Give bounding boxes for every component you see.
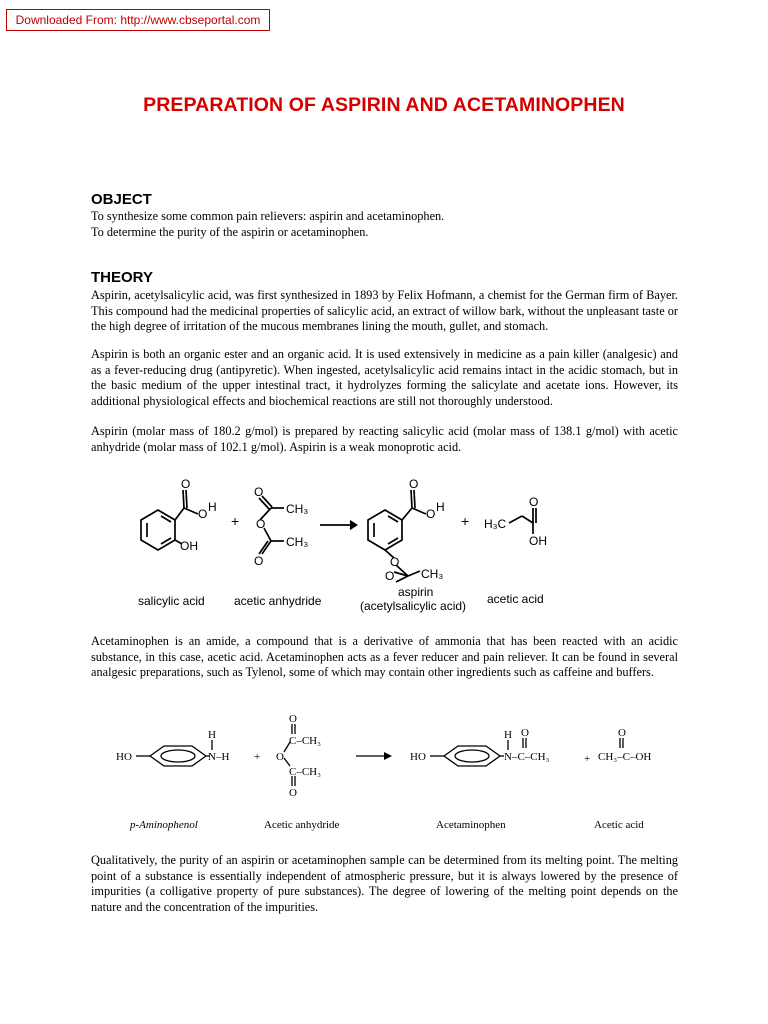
acetic-acid-label: acetic acid	[487, 592, 544, 606]
atom-label: O	[289, 787, 297, 799]
atom-label: H₃C	[484, 517, 507, 531]
atom-label: O	[426, 507, 436, 521]
theory-paragraph-2: Aspirin is both an organic ester and an organic acid. It is used extensively in medicine as a pain killer (analgesic) and as a fever-reducing drug (antipyretic). When ingested, acetylsalicylic acid remains intact in the acidic stomach, but in the basic medium of the upper intestinal tract, it hydrolyzes forming the salicylate and acetate ions. However, its additional physiological effects and biochemical reactions are still not thoroughly understood.	[91, 347, 678, 408]
atom-label: CH₃	[286, 535, 309, 549]
atom-label: HO	[410, 751, 426, 763]
atom-label: CH₃–C–OH	[598, 751, 652, 763]
atom-label: H	[436, 500, 445, 514]
p-aminophenol-label: p-Aminophenol	[130, 819, 198, 831]
plus-sign: +	[231, 513, 240, 529]
atom-label: C–CH₃	[289, 766, 321, 778]
acetic-acid-label: Acetic acid	[594, 819, 644, 831]
object-line: To determine the purity of the aspirin or acetaminophen.	[91, 224, 369, 239]
atom-label: O	[181, 477, 191, 491]
atom-label: O	[529, 495, 539, 509]
atom-label: HO	[116, 751, 132, 763]
atom-label: O	[276, 751, 284, 763]
theory-paragraph-3: Aspirin (molar mass of 180.2 g/mol) is prepared by reacting salicylic acid (molar mass of 138.1 g/mol) with acetic anhydride (molar mass of 102.1 g/mol). Aspirin is a weak monoprotic acid.	[91, 424, 678, 454]
atom-label: N–C–CH₃	[504, 751, 550, 763]
aspirin-reaction-figure	[88, 468, 688, 618]
atom-label: O	[618, 727, 626, 739]
atom-label: H	[208, 729, 216, 741]
atom-label: O	[409, 477, 419, 491]
atom-label: N–H	[208, 751, 230, 763]
acetic-anhydride-label: Acetic anhydride	[264, 819, 340, 831]
page-title: PREPARATION OF ASPIRIN AND ACETAMINOPHEN	[143, 94, 625, 116]
plus-sign: +	[254, 751, 261, 763]
atom-label: CH₃	[286, 502, 309, 516]
atom-label: H	[208, 500, 217, 514]
theory-paragraph-5: Qualitatively, the purity of an aspirin or acetaminophen sample can be determined from its melting point. The melting point of a substance is essentially independent of atmospheric pressure, but it is always lowered by the presence of impurities (a colligative property of pure substances). The degree of lowering of the melting point depends on the nature and the concentration of the impurities.	[91, 853, 678, 914]
atom-label: OH	[180, 539, 198, 553]
atom-label: O	[385, 569, 395, 583]
plus-sign: +	[461, 513, 470, 529]
atom-label: O	[256, 517, 266, 531]
theory-paragraph-4: Acetaminophen is an amide, a compound that is a derivative of ammonia that has been reacted with an acidic substance, in this case, acetic acid. Acetaminophen acts as a fever reducer and pain reliever. It can be found in several analgesic preparations, such as Tylenol, some of which may contain other ingredients such as caffeine and buffers.	[91, 634, 678, 679]
atom-label: O	[254, 485, 264, 499]
plus-sign: +	[584, 753, 591, 765]
object-heading: OBJECT	[91, 191, 152, 208]
atom-label: CH₃	[421, 567, 444, 581]
object-text	[91, 209, 678, 240]
acetaminophen-reaction-figure	[88, 712, 688, 842]
atom-label: O	[521, 727, 529, 739]
atom-label: O	[198, 507, 208, 521]
aspirin-subtitle-label: (acetylsalicylic acid)	[360, 599, 467, 613]
atom-label: OH	[529, 534, 547, 548]
atom-label: O	[289, 713, 297, 725]
acetaminophen-label: Acetaminophen	[436, 819, 506, 831]
source-banner[interactable]: Downloaded From: http://www.cbseportal.com	[6, 9, 270, 31]
object-line: To synthesize some common pain relievers: aspirin and acetaminophen.	[91, 209, 445, 223]
salicylic-acid-label: salicylic acid	[138, 594, 205, 608]
theory-paragraph-1: Aspirin, acetylsalicylic acid, was first synthesized in 1893 by Felix Hofmann, a chemist for the German firm of Bayer. This compound had the medicinal properties of salicylic acid, an extract of willow bark, without the unpleasant taste or the high degree of irritation of the mucous membranes lining the mouth, gullet, and stomach.	[91, 288, 678, 333]
theory-heading: THEORY	[91, 269, 153, 286]
atom-label: C–CH₃	[289, 735, 321, 747]
atom-label: O	[390, 555, 400, 569]
aspirin-label: aspirin	[398, 585, 434, 599]
acetic-anhydride-label: acetic anhydride	[234, 594, 322, 608]
atom-label: O	[254, 554, 264, 568]
atom-label: H	[504, 729, 512, 741]
